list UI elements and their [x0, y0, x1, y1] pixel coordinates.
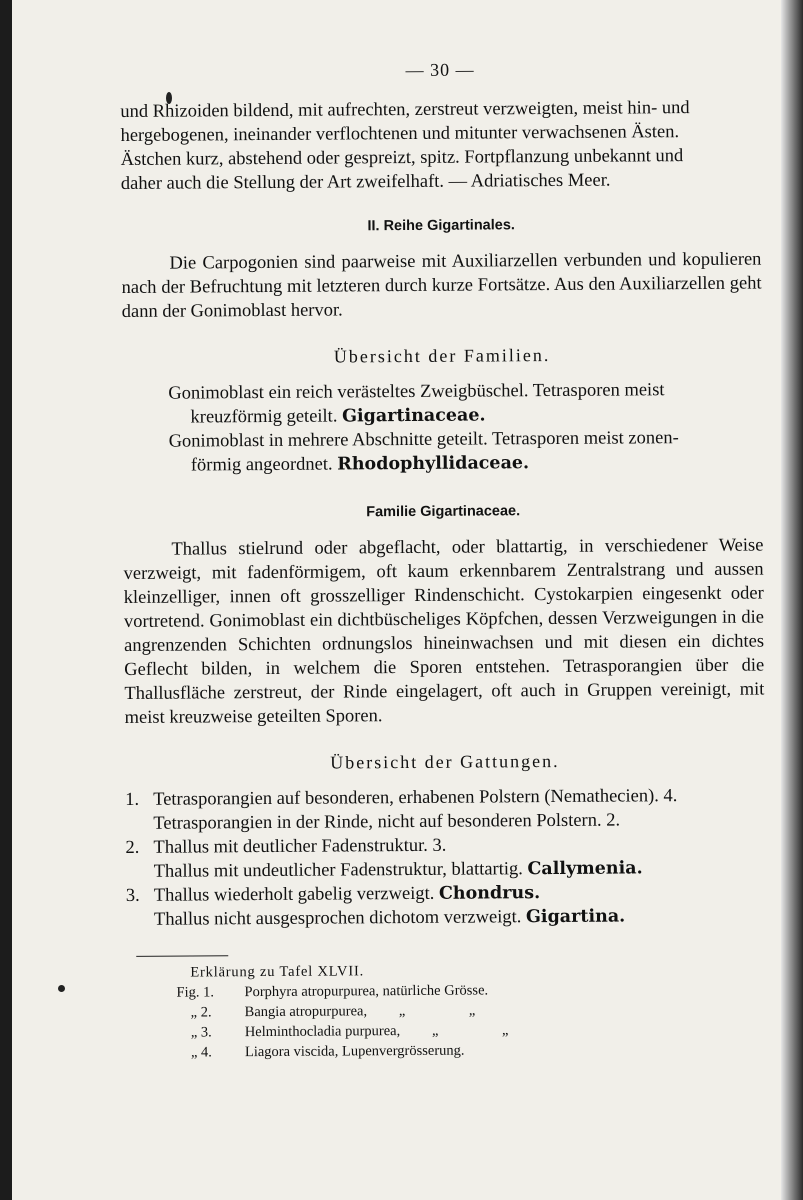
fig-mark: „ 4.	[190, 1044, 212, 1061]
fig-text: Helminthocladia purpurea,	[244, 1023, 401, 1041]
family-key-entry	[168, 378, 762, 430]
key-text: Tetrasporangien in der Rinde, nicht auf besonderen Polstern.	[153, 810, 602, 834]
ink-spot	[58, 985, 65, 992]
fig-text: Bangia atropurpurea,	[244, 1003, 368, 1021]
fig-mark: „ 3.	[190, 1024, 212, 1041]
genera-heading: Übersicht der Gattungen.	[330, 750, 560, 773]
genus-name: Chondrus.	[438, 883, 541, 904]
plate-item	[177, 1039, 767, 1063]
family-paragraph: Thallus stielrund oder abgeflacht, oder blattartig, in verschiedener Weise verzweigt, mit fadenförmigem, oft kaum erkennbarem Zentralstrang und aussen kleinzelliger, innen oft grosszelliger Rindenschicht. Cystokarpien eingesenkt oder vortretend. Gonimoblast ein dichtbüscheliges Köpfchen, dessen Verzweigungen in die angrenzenden Schichten ordnungslos hineinwachsen und mit diesen ein dichtes Geflecht bilden, in welchem die Sporen entstehen. Tetrasporangien über die Thallusfläche zerstreut, der Rinde eingelagert, oft auch in Gruppen vereinigt, mit meist kreuzweise geteilten Sporen.	[123, 535, 765, 728]
key-number: 1.	[125, 789, 140, 810]
fig-text: Liagora viscida, Lupenvergrösserung.	[244, 1042, 465, 1061]
family-key	[168, 378, 763, 478]
intro-paragraph	[120, 96, 761, 196]
series-paragraph: Die Carpogonien sind paarweise mit Auxiliarzellen verbunden und kopulieren nach der Befruchtung mit letzteren durch kurze Fortsätze. Aus den Auxiliarzellen geht dann der Gonimoblast hervor.	[121, 249, 762, 322]
fig-mark: „ 2.	[190, 1004, 212, 1021]
key-text: Tetrasporangien auf besonderen, erhabenen Polstern (Nemathecien).	[153, 786, 659, 810]
key-number: 3.	[125, 885, 140, 906]
key-line: förmig angeordnet.	[190, 454, 333, 476]
key-text: Thallus nicht ausgesprochen dichotom verzweigt.	[153, 907, 522, 930]
text-line: daher auch die Stellung der Art zweifelhaft. — Adriatisches Meer.	[120, 170, 611, 194]
page-number: — 30 —	[405, 59, 475, 81]
ditto-mark: „	[501, 1022, 509, 1039]
key-text: Thallus wiederholt gabelig verzweigt.	[153, 883, 435, 906]
key-ref: 3.	[432, 835, 447, 856]
fig-label: Fig. 1.	[176, 984, 215, 1001]
ditto-mark: „	[431, 1022, 439, 1039]
key-text: Thallus mit deutlicher Fadenstruktur.	[153, 835, 428, 858]
text-line: Ästchen kurz, abstehend oder gespreizt, spitz. Fortpflanzung unbekannt und	[120, 146, 684, 170]
key-line: kreuzförmig geteilt.	[190, 406, 338, 428]
key-ref: 4.	[663, 786, 678, 807]
ditto-mark: „	[398, 1003, 406, 1020]
key-text: Thallus mit undeutlicher Fadenstruktur, blattartig.	[153, 859, 523, 882]
fig-text: Porphyra atropurpurea, natürliche Grösse.	[244, 982, 489, 1001]
family-key-entry	[169, 426, 763, 478]
family-name: Rhodophyllidaceae.	[337, 453, 530, 475]
genus-key	[125, 784, 766, 932]
footnote-rule	[136, 955, 228, 957]
families-heading: Übersicht der Familien.	[333, 345, 551, 367]
text-line: und Rhizoiden bildend, mit aufrechten, zerstreut verzweigten, meist hin- und	[120, 98, 690, 122]
family-name: Gigartinaceae.	[341, 405, 486, 427]
page-content	[120, 56, 767, 1063]
text-line: hergebogenen, ineinander verflochtenen und mitunter verwachsenen Ästen.	[120, 122, 680, 146]
key-number: 2.	[125, 837, 140, 858]
plate-title: Erklärung zu Tafel XLVII.	[190, 963, 365, 981]
genus-name: Callymenia.	[527, 858, 643, 880]
genus-key-line	[126, 904, 766, 932]
family-heading: Familie Gigartinaceae.	[366, 503, 521, 521]
genus-name: Gigartina.	[525, 906, 626, 928]
key-line: Gonimoblast in mehrere Abschnitte geteilt. Tetrasporen meist zonen-	[168, 428, 679, 452]
series-heading: II. Reihe Gigartinales.	[367, 217, 515, 235]
plate-explanation	[176, 959, 767, 1063]
key-ref: 2.	[606, 810, 621, 831]
page-edge	[781, 0, 803, 1200]
ditto-mark: „	[468, 1002, 476, 1019]
key-line: Gonimoblast ein reich verästeltes Zweigbüschel. Tetrasporen meist	[168, 380, 665, 404]
